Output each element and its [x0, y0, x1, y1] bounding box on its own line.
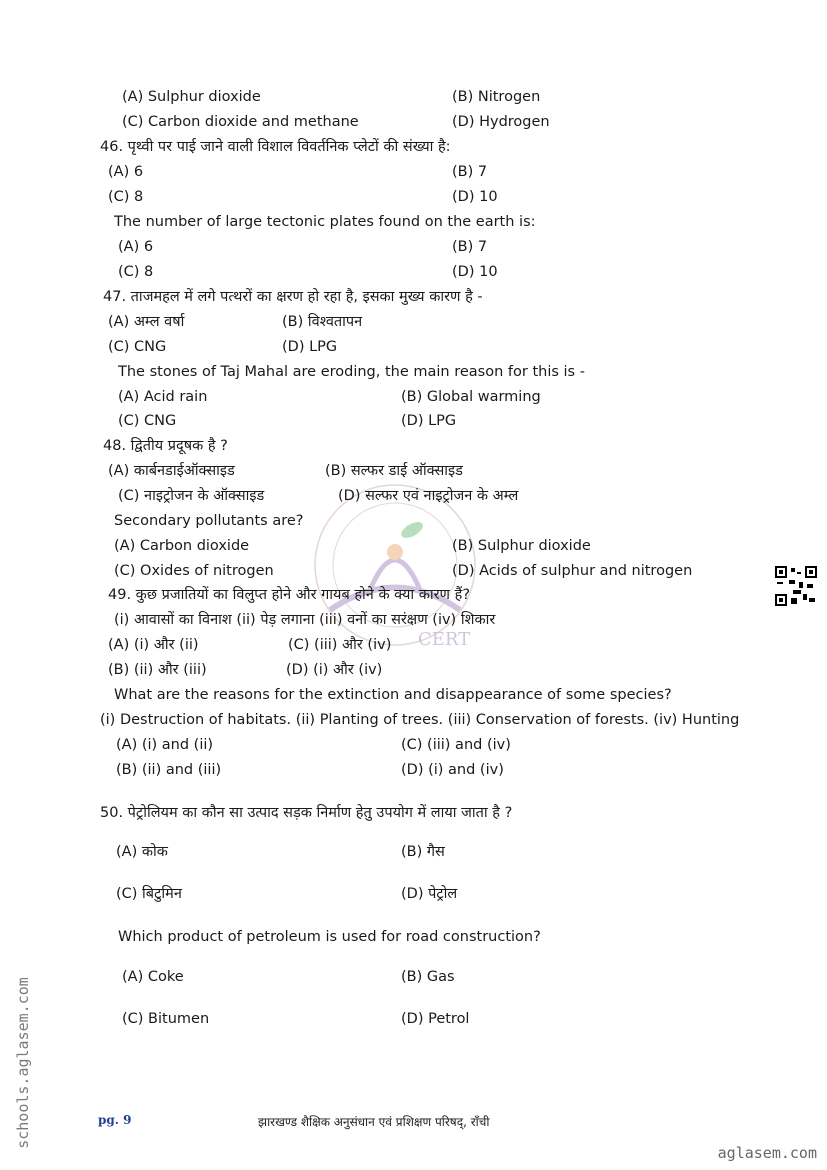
- q47-english-question: The stones of Taj Mahal are eroding, the main reason for this is -: [118, 364, 585, 380]
- q45-option-a: (A) Sulphur dioxide: [122, 89, 261, 105]
- q49-option-a: (A) (i) and (ii): [116, 737, 214, 753]
- q49-option-d: (D) (i) and (iv): [401, 762, 504, 778]
- q50-hindi-option-b: (B) गैस: [401, 844, 445, 860]
- q45-option-b: (B) Nitrogen: [452, 89, 541, 105]
- q50-hindi-option-c: (C) बिटुमिन: [116, 886, 182, 902]
- q48-hindi-option-b: (B) सल्फर डाई ऑक्साइड: [325, 463, 463, 479]
- q46-hindi-option-c: (C) 8: [108, 189, 144, 205]
- q46-option-b: (B) 7: [452, 239, 488, 255]
- q48-option-c: (C) Oxides of nitrogen: [114, 563, 274, 579]
- q50-option-a: (A) Coke: [122, 969, 184, 985]
- side-url: schools.aglasem.com: [14, 976, 32, 1149]
- q46-option-a: (A) 6: [118, 239, 154, 255]
- q47-hindi-option-b: (B) विश्वतापन: [282, 314, 363, 330]
- q49-option-b: (B) (ii) and (iii): [116, 762, 222, 778]
- q45-option-d: (D) Hydrogen: [452, 114, 550, 130]
- q50-option-b: (B) Gas: [401, 969, 455, 985]
- q45-option-c: (C) Carbon dioxide and methane: [122, 114, 359, 130]
- q49-english-question: What are the reasons for the extinction and disappearance of some species?: [114, 687, 672, 703]
- q46-hindi-question: 46. पृथ्वी पर पाई जाने वाली विशाल विवर्तनिक प्लेटों की संख्या है:: [100, 139, 451, 155]
- q47-hindi-question: 47. ताजमहल में लगे पत्थरों का क्षरण हो रहा है, इसका मुख्य कारण है -: [103, 289, 483, 305]
- q46-hindi-option-b: (B) 7: [452, 164, 488, 180]
- q49-option-c: (C) (iii) and (iv): [401, 737, 511, 753]
- qr-code-icon[interactable]: [775, 566, 817, 606]
- watermark-text: CERT: [418, 629, 471, 650]
- council-name: झारखण्ड शैक्षिक अनुसंधान एवं प्रशिक्षण परिषद्, राँची: [258, 1115, 490, 1129]
- q47-option-a: (A) Acid rain: [118, 389, 208, 405]
- q47-option-c: (C) CNG: [118, 413, 177, 429]
- q49-hindi-option-a: (A) (i) और (ii): [108, 637, 199, 653]
- q47-hindi-option-d: (D) LPG: [282, 339, 338, 355]
- q49-hindi-question: 49. कुछ प्रजातियों का विलुप्त होने और गायब होने के क्या कारण हैं?: [108, 587, 471, 603]
- q48-option-a: (A) Carbon dioxide: [114, 538, 250, 554]
- q48-option-d: (D) Acids of sulphur and nitrogen: [452, 563, 693, 579]
- q49-hindi-option-d: (D) (i) और (iv): [286, 662, 383, 678]
- q50-hindi-question: 50. पेट्रोलियम का कौन सा उत्पाद सड़क निर्माण हेतु उपयोग में लाया जाता है ?: [100, 805, 513, 821]
- q49-hindi-items: (i) आवासों का विनाश (ii) पेड़ लगाना (iii) वनों का सरंक्षण (iv) शिकार: [114, 612, 496, 628]
- q49-english-items: (i) Destruction of habitats. (ii) Planting of trees. (iii) Conservation of forests. (iv) Hunting: [100, 712, 740, 728]
- page-number: pg. 9: [98, 1113, 132, 1127]
- q48-hindi-question: 48. द्वितीय प्रदूषक है ?: [103, 438, 228, 454]
- q46-option-d: (D) 10: [452, 264, 498, 280]
- q47-hindi-option-c: (C) CNG: [108, 339, 167, 355]
- q50-option-c: (C) Bitumen: [122, 1011, 210, 1027]
- q48-hindi-option-c: (C) नाइट्रोजन के ऑक्साइड: [118, 488, 265, 504]
- q47-hindi-option-a: (A) अम्ल वर्षा: [108, 314, 185, 330]
- q50-hindi-option-a: (A) कोक: [116, 844, 168, 860]
- q46-english-question: The number of large tectonic plates found on the earth is:: [114, 214, 536, 230]
- q49-hindi-option-b: (B) (ii) और (iii): [108, 662, 207, 678]
- q46-hindi-option-a: (A) 6: [108, 164, 144, 180]
- q48-hindi-option-d: (D) सल्फर एवं नाइट्रोजन के अम्ल: [338, 488, 519, 504]
- q49-hindi-option-c: (C) (iii) और (iv): [288, 637, 392, 653]
- q50-option-d: (D) Petrol: [401, 1011, 470, 1027]
- q50-english-question: Which product of petroleum is used for road construction?: [118, 929, 541, 945]
- q46-hindi-option-d: (D) 10: [452, 189, 498, 205]
- brand-link[interactable]: aglasem.com: [717, 1144, 817, 1162]
- q48-english-question: Secondary pollutants are?: [114, 513, 304, 529]
- q47-option-d: (D) LPG: [401, 413, 457, 429]
- q46-option-c: (C) 8: [118, 264, 154, 280]
- q48-option-b: (B) Sulphur dioxide: [452, 538, 591, 554]
- q47-option-b: (B) Global warming: [401, 389, 541, 405]
- q50-hindi-option-d: (D) पेट्रोल: [401, 886, 458, 902]
- q48-hindi-option-a: (A) कार्बनडाईऑक्साइड: [108, 463, 235, 479]
